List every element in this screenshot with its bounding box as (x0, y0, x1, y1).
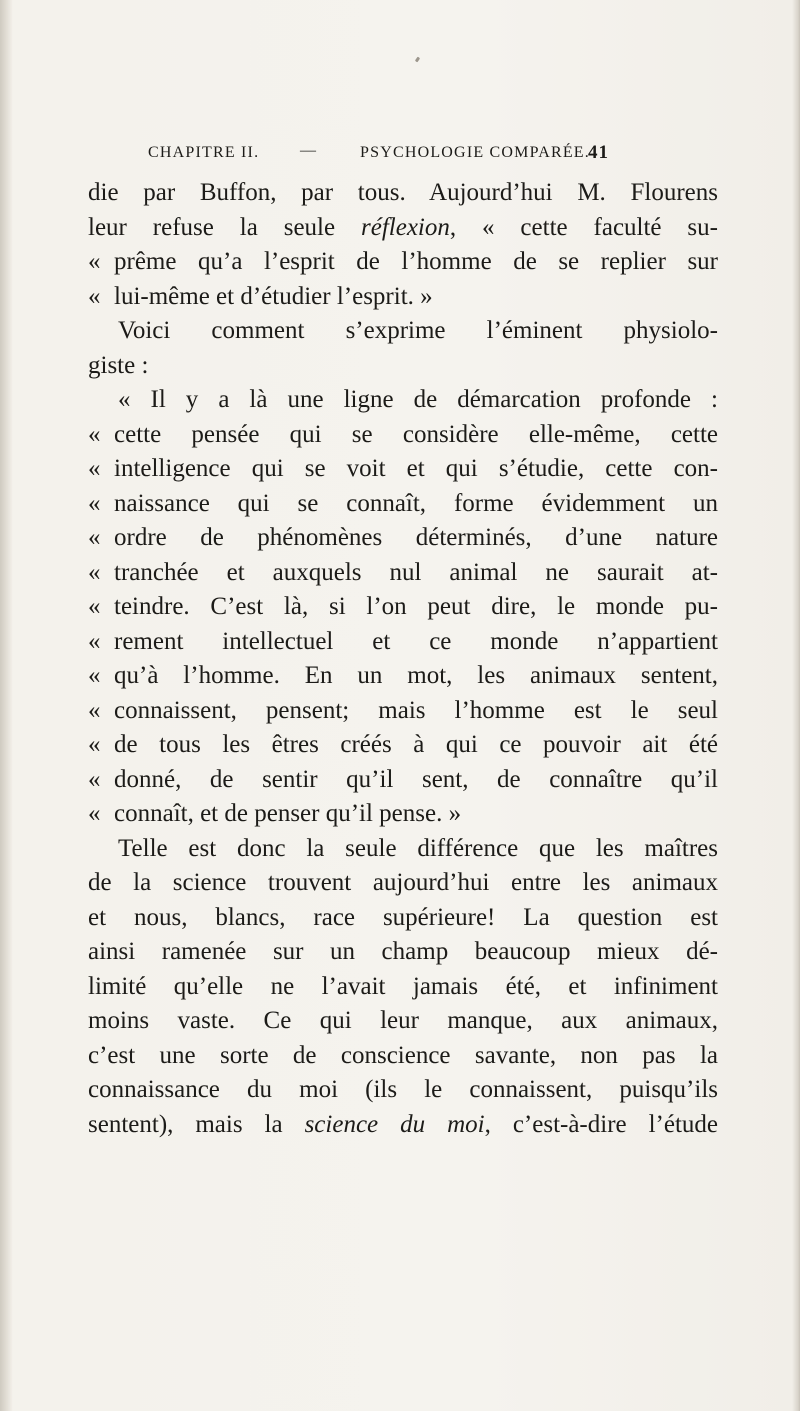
line-text: lui-même et d’étudier l’esprit. » (114, 282, 433, 310)
text-line (88, 314, 718, 349)
text-line (88, 797, 718, 832)
line-text: Voici comment s’exprime l’éminent physiolo- (118, 317, 718, 344)
line-text: et nous, blancs, race supérieure! La question est (88, 903, 718, 931)
line-text: naissance qui se connaît, forme évidemment un (114, 489, 718, 517)
running-head-chapter: CHAPITRE II. (148, 144, 260, 161)
line-text: cette pensée qui se considère elle-même, cette (114, 420, 718, 448)
quote-mark: « (88, 627, 101, 655)
text-line (88, 176, 718, 211)
line-text-after: , « cette faculté su- (449, 213, 718, 241)
line-text: connaît, et de penser qu’il pense. » (114, 800, 462, 827)
line-text: ainsi ramenée sur un champ beaucoup mieux dé- (88, 938, 718, 965)
line-text: de tous les êtres créés à qui ce pouvoir ait été (114, 731, 718, 758)
line-text: leur refuse la seule (88, 213, 361, 241)
line-text: donné, de sentir qu’il sent, de connaître qu’il (114, 765, 718, 793)
line-text: moins vaste. Ce qui leur manque, aux animaux, (88, 1007, 718, 1034)
line-text: sentent), mais la (88, 1110, 305, 1138)
quote-mark: « (88, 696, 101, 724)
text-line (88, 901, 718, 936)
text-line (88, 625, 718, 660)
line-italic-text: science du moi (304, 1110, 485, 1138)
quote-mark: « (88, 282, 101, 310)
line-text: giste : (88, 351, 149, 379)
text-line (88, 832, 718, 867)
text-line (88, 280, 718, 315)
quote-mark: « (88, 800, 101, 827)
text-line (88, 659, 718, 694)
text-line (88, 763, 718, 798)
running-head-title: PSYCHOLOGIE COMPARÉE. (360, 144, 590, 161)
line-text: qu’à l’homme. En un mot, les animaux sentent, (114, 662, 718, 689)
line-text: prême qu’a l’esprit de l’homme de se replier sur (114, 248, 718, 275)
text-line (88, 935, 718, 970)
quote-mark: « (88, 489, 101, 517)
paper-speck (415, 57, 420, 63)
text-line (88, 349, 718, 384)
text-line (88, 211, 718, 246)
quote-mark: « (88, 731, 101, 758)
line-text: c’est une sorte de conscience savante, non pas la (88, 1041, 718, 1069)
text-line (88, 970, 718, 1005)
quote-mark: « (88, 662, 101, 689)
line-text: tranchée et auxquels nul animal ne saurait at- (114, 558, 718, 586)
page-binding-shadow (0, 0, 12, 1411)
quote-mark: « (88, 420, 101, 448)
text-line (88, 487, 718, 522)
line-text: connaissent, pensent; mais l’homme est le seul (114, 696, 718, 724)
quote-mark: « (88, 524, 101, 551)
text-line (88, 728, 718, 763)
text-line (88, 418, 718, 453)
quote-mark: « (88, 455, 101, 482)
line-text: ordre de phénomènes déterminés, d’une nature (114, 524, 718, 551)
line-text: limité qu’elle ne l’avait jamais été, et infiniment (88, 972, 718, 1000)
running-head-dash: — (300, 142, 317, 159)
line-text: connaissance du moi (ils le connaissent, puisqu’ils (88, 1076, 718, 1103)
line-text-after: , c’est-à-dire l’étude (484, 1110, 719, 1138)
text-line (88, 556, 718, 591)
quote-mark: « (88, 558, 101, 586)
text-line (88, 1073, 718, 1108)
text-line (88, 590, 718, 625)
quote-mark: « (88, 765, 101, 793)
text-line (88, 1108, 718, 1143)
running-head (148, 140, 708, 170)
line-text: de la science trouvent aujourd’hui entre les animaux (88, 869, 718, 896)
text-line (88, 1039, 718, 1074)
line-text: teindre. C’est là, si l’on peut dire, le monde pu- (114, 593, 718, 620)
line-text: intelligence qui se voit et qui s’étudie, cette con- (114, 455, 718, 482)
line-text: rement intellectuel et ce monde n’appartient (114, 627, 718, 655)
text-line (88, 452, 718, 487)
page-right-edge (792, 0, 800, 1411)
line-italic-text: réflexion (361, 213, 450, 241)
quote-mark: « (88, 593, 101, 620)
text-line (88, 521, 718, 556)
line-text: die par Buffon, par tous. Aujourd’hui M. Flourens (88, 179, 718, 206)
line-text: « Il y a là une ligne de démarcation profonde : (118, 386, 718, 413)
page-number: 41 (588, 142, 609, 163)
quote-mark: « (88, 248, 101, 275)
text-line (88, 1004, 718, 1039)
text-line (88, 383, 718, 418)
body-text (88, 176, 718, 1142)
text-line (88, 866, 718, 901)
text-line (88, 694, 718, 729)
text-line (88, 245, 718, 280)
line-text: Telle est donc la seule différence que les maîtres (118, 834, 718, 862)
